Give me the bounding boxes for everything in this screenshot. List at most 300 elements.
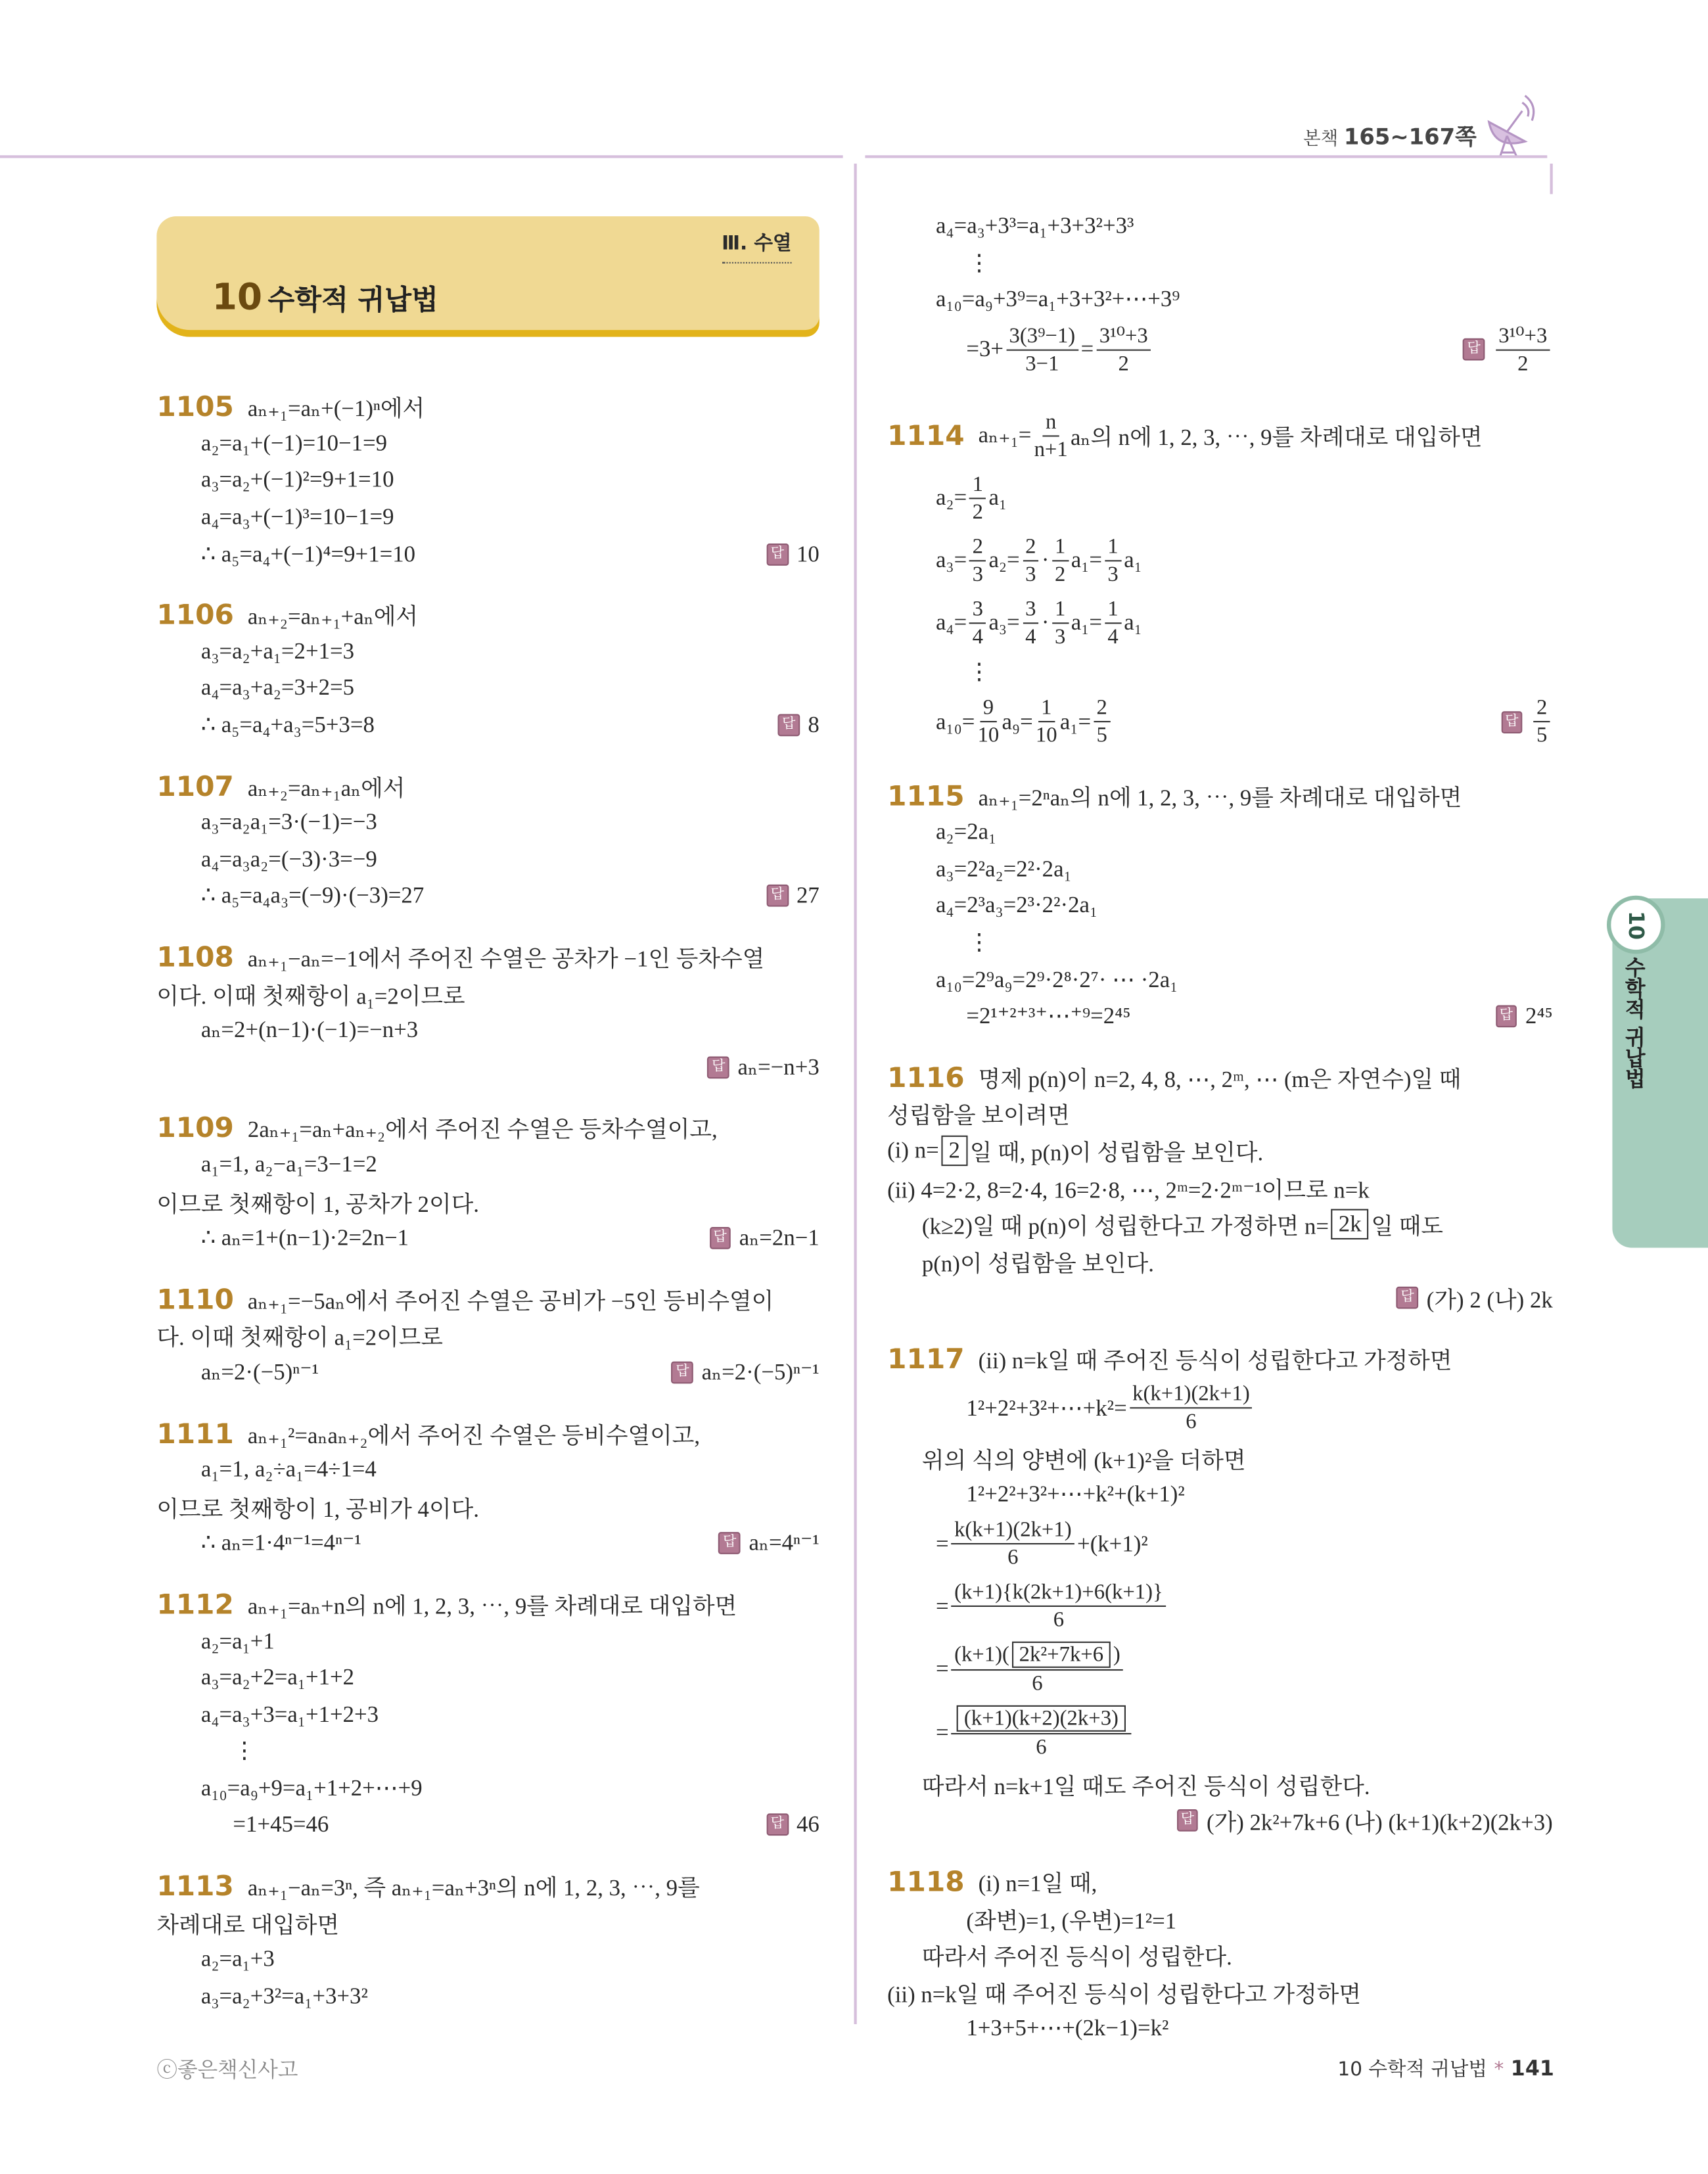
fraction-denominator: 4	[1025, 624, 1036, 649]
math-text: a₃=a₂+a₁=2+1=3	[200, 637, 355, 664]
fraction	[952, 1706, 1131, 1761]
problem-1118	[887, 1863, 1553, 2048]
answer	[1495, 1003, 1552, 1030]
solution-line	[156, 1012, 819, 1049]
math-text: a₄=	[935, 609, 967, 636]
math-text: =	[1080, 336, 1094, 363]
solution-line	[887, 1638, 1553, 1701]
solution-line	[887, 1900, 1553, 1937]
math-text: 이므로 첫째항이 1, 공비가 4이다.	[156, 1495, 479, 1522]
fraction	[952, 1517, 1074, 1571]
problem-number: 1110	[156, 1282, 234, 1316]
left-column	[156, 388, 819, 2039]
problem-number: 1114	[887, 419, 965, 453]
fraction-denominator: 2	[1054, 563, 1066, 586]
math-text: a₂=a₁+(−1)=10−1=9	[200, 429, 388, 456]
problem-number: 1116	[887, 1060, 965, 1094]
fraction-numerator: k(k+1)(2k+1)	[952, 1517, 1074, 1545]
fraction-numerator: 3¹⁰+3	[1096, 323, 1151, 350]
problem-1113	[156, 1867, 819, 2014]
solution-line	[156, 841, 819, 878]
solution-line	[887, 405, 1553, 467]
math-text: aₙ₊₁=	[978, 421, 1032, 448]
math-text: a₃=	[935, 546, 967, 573]
fraction-numerator: 3(3⁹−1)	[1006, 323, 1078, 350]
math-text: aₙ=4ⁿ⁻¹	[749, 1529, 819, 1556]
math-text: 10	[796, 540, 819, 567]
solution-line	[887, 1701, 1553, 1765]
math-text: aₙ의 n에 1, 2, 3, ⋯, 9를 차례대로 대입하면	[1070, 425, 1483, 451]
math-text: (i) n=1일 때,	[978, 1870, 1097, 1897]
footer-chapter: 10 수학적 귀납법	[1337, 2058, 1487, 2081]
solution-line	[156, 633, 819, 670]
solution-line	[156, 1451, 819, 1488]
answer	[766, 883, 819, 910]
fraction-numerator: 3	[1023, 596, 1039, 624]
fraction-numerator: 1	[1038, 695, 1055, 723]
solution-line	[887, 1766, 1553, 1803]
part-label: Ⅲ. 수열	[722, 229, 792, 264]
top-rule-left	[0, 155, 843, 158]
solution-line	[887, 887, 1553, 924]
math-text: a₁₀=a₉+9=a₁+1+2+⋯+9	[200, 1774, 423, 1801]
fraction-denominator: 3	[1054, 624, 1066, 649]
fraction-denominator: 3	[972, 563, 984, 586]
math-text: ∴ aₙ=1+(n−1)·2=2n−1	[200, 1224, 409, 1251]
fraction-numerator: 1	[1105, 534, 1121, 561]
problem-1108	[156, 938, 819, 1086]
math-text: a₁=	[1071, 609, 1102, 636]
problem-number: 1109	[156, 1111, 234, 1145]
fraction-denominator: 6	[1036, 1736, 1047, 1761]
fraction	[978, 695, 1000, 749]
solution-line	[887, 591, 1553, 654]
fraction-denominator: 10	[1035, 724, 1057, 748]
solution-line	[156, 1623, 819, 1659]
solution-line	[887, 467, 1553, 529]
math-text: 따라서 주어진 등식이 성립한다.	[921, 1943, 1232, 1971]
fraction	[1130, 1381, 1253, 1435]
fraction-denominator: 3	[1107, 563, 1119, 586]
fraction-numerator: n	[1043, 409, 1059, 436]
math-text: 1²+2²+3²+⋯+k²+(k+1)²	[966, 1481, 1185, 1508]
solution-line	[887, 1937, 1553, 1974]
fraction	[1023, 534, 1039, 588]
math-text: =3+	[966, 336, 1004, 363]
problem-number: 1115	[887, 778, 965, 812]
math-text: 성립함을 보이려면	[887, 1103, 1070, 1130]
math-text: a₂=	[988, 546, 1020, 573]
answer	[766, 1811, 819, 1839]
math-text: a₄=a₃+(−1)³=10−1=9	[200, 503, 394, 530]
answer	[1463, 319, 1553, 381]
problem-number: 1113	[156, 1868, 234, 1903]
solution-line	[156, 975, 819, 1012]
solution-line	[887, 1243, 1553, 1280]
fraction	[952, 1580, 1166, 1634]
answer-blank-box	[957, 1706, 1125, 1732]
answer	[766, 540, 819, 568]
math-text: 2k²+7k+6	[1019, 1643, 1104, 1667]
fraction	[1052, 534, 1069, 588]
fraction-denominator: 6	[1186, 1410, 1197, 1434]
math-text: (k+1)(	[954, 1643, 1009, 1667]
math-text: aₙ₊₁−aₙ=3ⁿ, 즉 aₙ₊₁=aₙ+3ⁿ의 n에 1, 2, 3, ⋯, 9를	[247, 1874, 700, 1901]
solution-line	[156, 1733, 819, 1770]
fraction-numerator: 3	[969, 596, 986, 624]
side-tab-title: 수학적 귀납법	[1622, 956, 1648, 1089]
answer-icon: 답	[778, 714, 800, 737]
solution-line	[156, 1220, 819, 1257]
problem-number: 1107	[156, 769, 234, 802]
publisher-copyright: ⓒ좋은책신사고	[156, 2057, 298, 2083]
solution-line	[156, 388, 819, 425]
solution-line	[887, 1280, 1553, 1316]
fraction-denominator: 3	[1025, 563, 1036, 586]
math-text: (i) n=	[887, 1136, 939, 1163]
math-text: aₙ=2·(−5)ⁿ⁻¹	[701, 1358, 819, 1385]
math-text: 2k	[1338, 1211, 1362, 1237]
fraction-numerator: 2	[1094, 695, 1110, 723]
solution-line	[887, 1340, 1553, 1377]
math-text: =	[935, 1719, 949, 1746]
solution-line	[887, 814, 1553, 850]
solution-line	[887, 1096, 1553, 1132]
fraction	[1496, 323, 1550, 377]
solution-line	[156, 425, 819, 462]
math-text: 2⁴⁵	[1525, 1002, 1553, 1029]
math-text: a₁=	[1059, 708, 1092, 735]
solution-line	[887, 691, 1553, 753]
answer-icon: 답	[1495, 1006, 1517, 1028]
math-text: 이므로 첫째항이 1, 공차가 2이다.	[156, 1190, 479, 1217]
problem-number: 1117	[887, 1342, 965, 1376]
answer-icon: 답	[766, 1814, 788, 1836]
math-text: ⋮	[967, 659, 991, 685]
solution-line	[156, 1770, 819, 1807]
math-text: aₙ=−n+3	[737, 1053, 819, 1080]
math-text: ·	[1041, 546, 1050, 573]
math-text: a₁₀=a₉+3⁹=a₁+3+3²+⋯+3⁹	[935, 286, 1180, 313]
page-footer	[1337, 2054, 1554, 2082]
math-text: aₙ₊₁=aₙ+(−1)ⁿ에서	[247, 395, 425, 422]
math-text: aₙ=2·(−5)ⁿ⁻¹	[200, 1358, 319, 1385]
math-text: (ii) 4=2·2, 8=2·4, 16=2·8, ⋯, 2ᵐ=2·2ᵐ⁻¹이므로 n=k	[887, 1176, 1370, 1203]
math-text: 일 때도	[1371, 1213, 1443, 1240]
solution-line	[887, 282, 1553, 319]
solution-line	[156, 1696, 819, 1733]
answer	[719, 1530, 819, 1558]
problem-1105	[156, 388, 819, 573]
right-column	[887, 208, 1553, 2071]
math-text: a₁=	[1071, 546, 1102, 573]
solution-line	[887, 925, 1553, 961]
fraction-numerator	[952, 1706, 1131, 1735]
fraction-numerator: 2	[1534, 695, 1550, 723]
solution-line	[156, 1977, 819, 2014]
solution-line	[156, 1807, 819, 1843]
math-text: 차례대로 대입하면	[156, 1911, 340, 1938]
math-text: a₁=1, a₂−a₁=3−1=2	[200, 1150, 377, 1178]
answer-icon: 답	[766, 885, 788, 908]
answer	[1176, 1804, 1552, 1838]
answer-icon: 답	[1176, 1810, 1198, 1832]
solution-line	[156, 1904, 819, 1941]
fraction-numerator: 1	[1105, 596, 1121, 624]
math-text: ·	[1041, 609, 1050, 636]
math-text: 1+3+5+⋯+(2k−1)=k²	[966, 2014, 1169, 2042]
math-text: a₃=a₂+2=a₁+1+2	[200, 1663, 355, 1690]
solution-line	[887, 1863, 1553, 1900]
side-tab-number: 10	[1607, 896, 1665, 954]
problem-1117	[887, 1340, 1553, 1839]
math-text: a₄=a₃a₂=(−3)·3=−9	[200, 845, 377, 872]
fraction	[1006, 323, 1078, 377]
math-text: 46	[796, 1811, 819, 1838]
math-text: (ii) n=k일 때 주어진 등식이 성립한다고 가정하면	[887, 1981, 1361, 2008]
problem-number: 1106	[156, 597, 234, 632]
top-rule-right	[865, 155, 1547, 158]
answer-icon: 답	[708, 1056, 729, 1078]
math-text: (가) 2k²+7k+6 (나) (k+1)(k+2)(2k+3)	[1207, 1809, 1553, 1836]
math-text: =	[935, 1655, 949, 1682]
math-text: a₂=	[935, 484, 967, 511]
answer	[708, 1053, 819, 1081]
right-edge-rule	[1550, 164, 1552, 194]
fraction-denominator: 2	[1118, 352, 1129, 376]
solution-line	[887, 1132, 1553, 1169]
fraction-numerator: 1	[1052, 596, 1069, 624]
solution-line	[156, 1525, 819, 1562]
fraction-denominator: 6	[1007, 1546, 1019, 1571]
fraction	[1094, 695, 1110, 749]
fraction-denominator: 5	[1536, 724, 1548, 748]
fraction-numerator: 1	[1052, 534, 1069, 561]
answer	[1396, 1282, 1553, 1315]
solution-line	[887, 777, 1553, 814]
satellite-dish-icon	[1481, 91, 1539, 158]
solution-line	[156, 878, 819, 915]
solution-line	[156, 1414, 819, 1451]
fraction-denominator: 2	[1517, 352, 1529, 376]
math-text: 27	[796, 882, 819, 909]
math-text: a₄=2³a₃=2³·2²·2a₁	[935, 892, 1098, 919]
fraction	[1096, 323, 1151, 377]
solution-line	[156, 1659, 819, 1696]
solution-line	[887, 245, 1553, 282]
answer-icon: 답	[709, 1227, 731, 1249]
math-text: a₃=2²a₂=2²·2a₁	[935, 855, 1072, 882]
fraction-numerator: 2	[969, 534, 986, 561]
math-text: a₉=	[1002, 708, 1033, 735]
solution-line	[156, 536, 819, 572]
chapter-side-tab[interactable]	[1612, 898, 1708, 1248]
solution-line	[156, 1109, 819, 1146]
math-text: =	[935, 1592, 949, 1619]
fraction	[952, 1642, 1123, 1698]
footer-star: *	[1494, 2058, 1504, 2081]
answer-blank-box	[1012, 1642, 1111, 1669]
math-text: 이다. 이때 첫째항이 a₁=2이므로	[156, 982, 465, 1009]
chapter-title	[212, 277, 438, 319]
math-text: +(k+1)²	[1077, 1530, 1148, 1558]
math-text: 위의 식의 양변에 (k+1)²을 더하면	[921, 1446, 1246, 1473]
problem-continued	[887, 208, 1553, 381]
math-text: a₂=a₁+3	[200, 1945, 275, 1972]
solution-line	[156, 804, 819, 841]
book-label: 본책	[1303, 129, 1339, 150]
math-text: )	[1113, 1643, 1120, 1667]
fraction-numerator	[952, 1642, 1123, 1671]
math-text: 1²+2²+3²+⋯+k²=	[966, 1394, 1127, 1421]
math-text: =1+45=46	[233, 1811, 329, 1838]
problem-1114	[887, 405, 1553, 754]
math-text: 따라서 n=k+1일 때도 주어진 등식이 성립한다.	[921, 1772, 1370, 1799]
solution-line	[887, 1476, 1553, 1513]
solution-line	[887, 1514, 1553, 1576]
math-text: a₁₀=	[935, 708, 975, 735]
fraction-denominator: n+1	[1034, 438, 1068, 462]
math-text: a₂=2a₁	[935, 818, 997, 845]
math-text: aₙ=2n−1	[739, 1224, 819, 1251]
solution-line	[156, 1586, 819, 1623]
solution-line	[156, 1183, 819, 1220]
fraction-numerator: 1	[969, 471, 986, 499]
math-text: ∴ a₅=a₄+a₃=5+3=8	[200, 711, 375, 738]
problem-1112	[156, 1586, 819, 1844]
problem-1111	[156, 1414, 819, 1561]
math-text: a₄=a₃+a₂=3+2=5	[200, 674, 355, 701]
solution-line	[887, 998, 1553, 1035]
solution-line	[887, 2010, 1553, 2047]
fraction	[969, 471, 986, 525]
math-text: (ii) n=k일 때 주어진 등식이 성립한다고 가정하면	[978, 1347, 1452, 1374]
answer-icon: 답	[1501, 711, 1523, 733]
fraction-denominator: 2	[972, 500, 984, 524]
problem-1109	[156, 1109, 819, 1257]
solution-line	[156, 1354, 819, 1391]
solution-line	[887, 1377, 1553, 1439]
fraction	[969, 534, 986, 588]
math-text: a₁	[1124, 546, 1142, 573]
math-text: p(n)이 성립함을 보인다.	[921, 1250, 1155, 1277]
problem-1116	[887, 1059, 1553, 1317]
fraction-denominator: 4	[972, 624, 984, 649]
solution-line	[887, 1439, 1553, 1476]
math-text: aₙ₊₁=aₙ+n의 n에 1, 2, 3, ⋯, 9를 차례대로 대입하면	[247, 1592, 737, 1619]
math-text: aₙ₊₁=2ⁿaₙ의 n에 1, 2, 3, ⋯, 9를 차례대로 대입하면	[978, 784, 1462, 811]
math-text: a₁	[988, 484, 1007, 511]
math-text: a₃=a₂+3²=a₁+3+3²	[200, 1982, 368, 2009]
page-range: 165~167쪽	[1343, 123, 1477, 150]
math-text: 다. 이때 첫째항이 a₁=2이므로	[156, 1324, 444, 1351]
fraction-denominator: 6	[1053, 1609, 1065, 1632]
math-text: 2	[948, 1136, 960, 1163]
math-text: aₙ=2+(n−1)·(−1)=−n+3	[200, 1016, 419, 1043]
problem-1115	[887, 777, 1553, 1035]
math-text: aₙ₊₁=−5aₙ에서 주어진 수열은 공비가 −5인 등비수열이	[247, 1287, 774, 1314]
fraction	[1534, 695, 1550, 749]
math-text: =	[935, 1530, 949, 1558]
math-text: ∴ a₅=a₄a₃=(−9)·(−3)=27	[200, 882, 425, 909]
fraction	[1023, 596, 1039, 650]
solution-line	[887, 1974, 1553, 2010]
math-text: ⋮	[967, 249, 991, 276]
math-text: aₙ₊₁−aₙ=−1에서 주어진 수열은 공차가 −1인 등차수열	[247, 945, 765, 972]
answer-blank-box	[1331, 1209, 1368, 1239]
problem-number: 1111	[156, 1416, 234, 1450]
problem-1107	[156, 767, 819, 914]
solution-line	[156, 1049, 819, 1086]
fraction-numerator: (k+1){k(2k+1)+6(k+1)}	[952, 1580, 1166, 1607]
math-text: ∴ a₅=a₄+(−1)⁴=9+1=10	[200, 540, 416, 567]
answer	[1501, 691, 1553, 753]
math-text: (k≥2)일 때 p(n)이 성립한다고 가정하면 n=	[921, 1213, 1329, 1240]
fraction	[1052, 596, 1069, 650]
answer-blank-box	[942, 1136, 967, 1166]
page-number: 141	[1510, 2056, 1554, 2081]
math-text: a₂=a₁+1	[200, 1627, 275, 1654]
math-text: 명제 p(n)이 n=2, 4, 8, ⋯, 2ᵐ, ⋯ (m은 자연수)일 때	[978, 1065, 1462, 1093]
solution-line	[887, 1059, 1553, 1096]
solution-line	[887, 654, 1553, 691]
solution-line	[156, 1489, 819, 1525]
fraction	[1036, 695, 1057, 749]
column-divider	[854, 164, 856, 2024]
problem-1110	[156, 1280, 819, 1391]
solution-line	[156, 767, 819, 804]
fraction-denominator: 3−1	[1025, 352, 1059, 376]
fraction-denominator: 10	[977, 724, 1000, 748]
math-text: a₃=a₂+(−1)²=9+1=10	[200, 466, 394, 493]
solution-line	[887, 850, 1553, 887]
problem-number: 1108	[156, 940, 234, 973]
fraction	[1034, 409, 1068, 463]
fraction-denominator: 6	[1032, 1673, 1043, 1697]
fraction-numerator: 9	[981, 695, 997, 723]
problem-number: 1112	[156, 1587, 234, 1621]
math-text: aₙ₊₁²=aₙaₙ₊₂에서 주어진 수열은 등비수열이고,	[247, 1422, 701, 1448]
solution-line	[887, 1169, 1553, 1206]
solution-line	[156, 1146, 819, 1183]
solution-line	[887, 1206, 1553, 1243]
answer	[672, 1358, 819, 1386]
math-text: 일 때, p(n)이 성립함을 보인다.	[969, 1140, 1264, 1167]
math-text: =2¹⁺²⁺³⁺⋯⁺⁹=2⁴⁵	[966, 1002, 1131, 1029]
problem-1106	[156, 596, 819, 743]
fraction-numerator: k(k+1)(2k+1)	[1130, 1381, 1253, 1409]
math-text: ∴ aₙ=1·4ⁿ⁻¹=4ⁿ⁻¹	[200, 1529, 361, 1556]
solution-line	[156, 596, 819, 633]
math-text: a₁₀=2⁹a₉=2⁹·2⁸·2⁷· ⋯ ·2a₁	[935, 965, 1178, 992]
solution-line	[887, 208, 1553, 244]
answer-icon: 답	[719, 1533, 741, 1555]
solution-line	[156, 670, 819, 706]
fraction	[969, 596, 986, 650]
fraction-denominator: 4	[1107, 624, 1119, 649]
solution-line	[156, 706, 819, 743]
answer	[778, 711, 819, 739]
solution-line	[156, 1317, 819, 1354]
math-text: 8	[808, 711, 819, 738]
math-text: a₄=a₃+3³=a₁+3+3²+3³	[935, 212, 1134, 239]
math-text: ⋮	[233, 1737, 256, 1765]
problem-number: 1105	[156, 390, 234, 424]
fraction	[1105, 596, 1121, 650]
answer-icon: 답	[766, 543, 788, 565]
math-text: (k+1)(k+2)(2k+3)	[963, 1707, 1119, 1731]
solution-line	[156, 499, 819, 536]
